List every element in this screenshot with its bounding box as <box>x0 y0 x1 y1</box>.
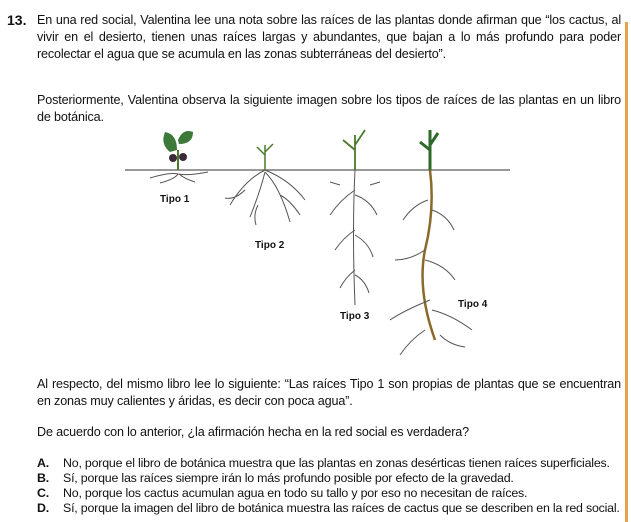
option-d[interactable] <box>37 501 620 516</box>
question-prompt: De acuerdo con lo anterior, ¿la afirmación hecha en la red social es verdadera? <box>37 425 469 439</box>
label-tipo-1: Tipo 1 <box>160 194 190 205</box>
option-letter: B. <box>37 471 49 485</box>
option-letter: D. <box>37 501 49 515</box>
question-intro: En una red social, Valentina lee una nota sobre las raíces de las plantas donde afirman que “los cactus, al vivir en el desierto, tienen unas raíces largas y abundantes, que bajan a lo más profundo para poder recolectar el agua que se acumula en las zonas subterráneas del desierto”. <box>37 13 621 61</box>
option-b[interactable] <box>37 471 514 486</box>
label-tipo-4: Tipo 4 <box>458 299 488 310</box>
question-number: 13. <box>7 12 27 28</box>
book-quote: Al respecto, del mismo libro lee lo siguiente: “Las raíces Tipo 1 son propias de plantas que se encuentran en zonas muy calientes y áridas, es decir con poca agua”. <box>37 377 621 408</box>
option-text: No, porque el libro de botánica muestra que las plantas en zonas desérticas tienen raíces superficiales. <box>63 456 610 470</box>
question-context: Posteriormente, Valentina observa la siguiente imagen sobre los tipos de raíces de las plantas en un libro de botánica. <box>37 93 621 124</box>
option-c[interactable] <box>37 486 527 501</box>
option-text: No, porque los cactus acumulan agua en todo su tallo y por eso no necesitan de raíces. <box>63 486 528 500</box>
label-tipo-2: Tipo 2 <box>255 240 285 251</box>
option-text: Sí, porque la imagen del libro de botánica muestra las raíces de cactus que se describen en la red social. <box>63 501 620 515</box>
option-text: Sí, porque las raíces siempre irán lo más profundo posible por efecto de la gravedad. <box>63 471 514 485</box>
label-tipo-3: Tipo 3 <box>340 311 370 322</box>
option-letter: A. <box>37 456 49 470</box>
option-a[interactable] <box>37 456 610 471</box>
option-letter: C. <box>37 486 49 500</box>
